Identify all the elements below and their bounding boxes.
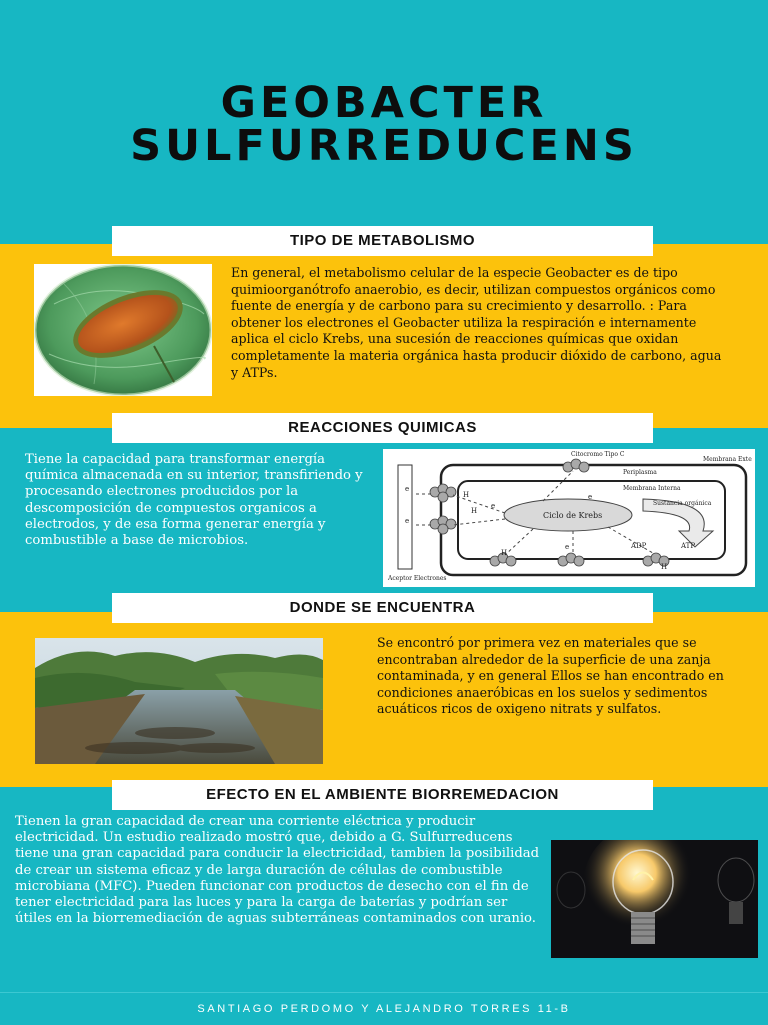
section-header-metabolism: TIPO DE METABOLISMO: [112, 226, 653, 256]
diagram-label-periplasm: Periplasma: [623, 469, 657, 476]
diagram-label-e-5: e: [565, 543, 570, 551]
diagram-label-krebs: Ciclo de Krebs: [543, 511, 603, 520]
diagram-label-inner-membrane: Membrana Interna: [623, 485, 681, 492]
river-image: [35, 638, 323, 764]
reactions-text: Tiene la capacidad para transformar energía química almacenada en su interior, transfiriendo y procesando electrones producidos por la descomposición de compuestos organicos a electrodos, y de esa forma generar energía y combustible a base de microbios.: [25, 452, 363, 549]
lightbulb-image: [551, 840, 758, 958]
diagram-label-organic: Sustancia orgánica: [653, 500, 712, 507]
section-header-reactions: REACCIONES QUIMICAS: [112, 413, 653, 443]
diagram-label-e-3: e: [491, 502, 496, 510]
diagram-label-e-1: e: [405, 485, 410, 493]
diagram-label-cytochrome: Citocromo Tipo C: [571, 451, 625, 458]
section-header-effect: EFECTO EN EL AMBIENTE BIORREMEDACION: [112, 780, 653, 810]
page-title-line-1: GEOBACTER: [220, 78, 548, 128]
diagram-label-e-4: e: [588, 493, 593, 501]
diagram-label-h-4: H: [661, 563, 668, 571]
diagram-label-outer-membrane: Membrana Exte: [703, 456, 752, 463]
metabolism-text: En general, el metabolismo celular de la especie Geobacter es de tipo quimioorganótrofo anaerobio, es decir, utilizan compuestos orgánicos como fuente de energía y de carbono para su crecimiento y desarrollo. : Para obtener los electrones el Geobacter utiliza la respiración e internamente aplica el ciclo Krebs, una sucesión de reacciones químicas que oxidan completamente la materia orgánica hasta producir dióxido de carbono, agua y ATPs.: [231, 265, 722, 380]
diagram-label-e-2: e: [405, 517, 410, 525]
diagram-label-h-2: H: [471, 507, 478, 515]
diagram-label-adp: ADP: [631, 542, 647, 550]
diagram-label-atp: ATP: [681, 542, 696, 550]
diagram-label-acceptor: Aceptor Electrones: [388, 575, 447, 582]
footer-credits: SANTIAGO PERDOMO Y ALEJANDRO TORRES 11-B: [0, 992, 768, 1025]
diagram-label-h-1: H: [463, 491, 470, 499]
bacterium-image: [34, 264, 212, 396]
diagram-label-h-3: H: [501, 549, 508, 557]
page-title-line-2: SULFURREDUCENS: [130, 121, 638, 171]
effect-text: Tienen la gran capacidad de crear una corriente eléctrica y producir electricidad. Un estudio realizado mostró que, debido a G. Sulfurreducens tiene una gran capacidad para conducir la electricidad, tambien la posibilidad de crear un sistema eficaz y de larga duración de células de combustible microbiana (MFC). Pueden funcionar con productos de desecho con el fin de tener electricidad para las luces y para la carga de baterías y podrían ser útiles en la biorremediación de aguas subterráneas contaminados con uranio.: [15, 814, 540, 927]
section-header-location: DONDE SE ENCUENTRA: [112, 593, 653, 623]
electron-transfer-diagram: [383, 449, 755, 587]
location-text: Se encontró por primera vez en materiales que se encontraban alrededor de la superficie de una zanja contaminada, y en general Ellos se han encontrado en condiciones anaeróbicas en los suelos y sedimentos acuáticos ricos de oxigeno nitrats y sulfatos.: [377, 635, 724, 717]
